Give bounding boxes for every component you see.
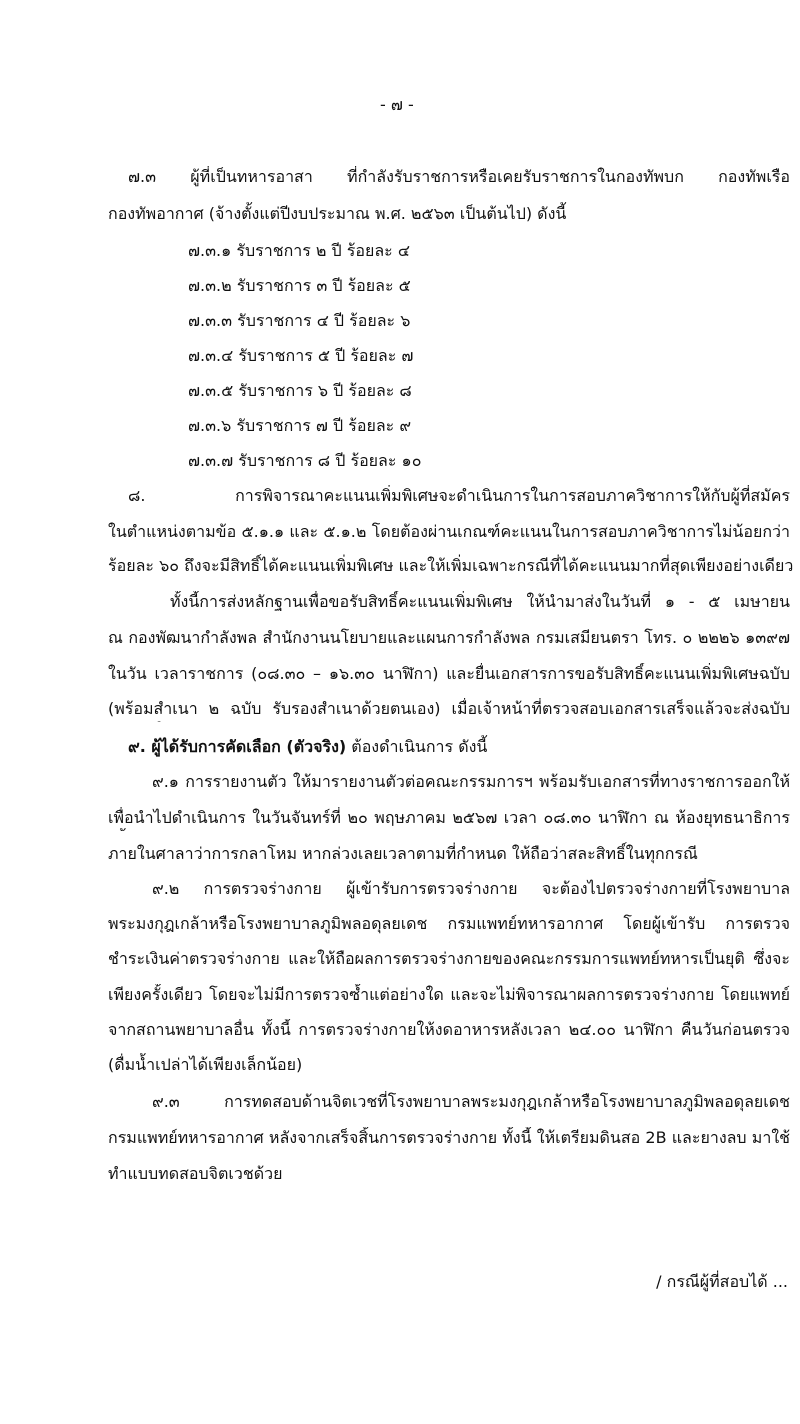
section-8-line: ร้อยละ ๖๐ ถึงจะมีสิทธิ์ได้คะแนนเพิ่มพิเศษ และให้เพิ่มเฉพาะกรณีที่ได้คะแนนมากที่สุดเพียงอย่างเดียว bbox=[108, 556, 794, 575]
section-9-2-line: พระมงกุฎเกล้าหรือโรงพยาบาลภูมิพลอดุลยเดช กรมแพทย์ทหารอากาศ โดยผู้เข้ารับ การตรวจ bbox=[108, 914, 790, 933]
page-number: - ๗ - bbox=[380, 95, 414, 114]
section-9-3-line: ๙.๓ การทดสอบด้านจิตเวชที่โรงพยาบาลพระมงกุฎเกล้าหรือโรงพยาบาลภูมิพลอดุลยเดช bbox=[152, 1092, 790, 1111]
section-9-heading-rest: ต้องดำเนินการ ดังนี้ bbox=[346, 737, 488, 756]
section-9-1-line: ๙.๑ การรายงานตัว ให้มารายงานตัวต่อคณะกรรมการฯ พร้อมรับเอกสารที่ทางราชการออกให้ bbox=[152, 772, 790, 791]
section-8-line: ๘. การพิจารณาคะแนนเพิ่มพิเศษจะดำเนินการในการสอบภาควิชาการให้กับผู้ที่สมัคร bbox=[128, 486, 790, 505]
section-9-2-line: (ดื่มน้ำเปล่าได้เพียงเล็กน้อย) bbox=[108, 1055, 303, 1074]
section-9-3-line: กรมแพทย์ทหารอากาศ หลังจากเสร็จสิ้นการตรวจร่างกาย ทั้งนี้ ให้เตรียมดินสอ 2B และยางลบ มาใช้ bbox=[108, 1128, 790, 1147]
section-7-3-line: ๗.๓ ผู้ที่เป็นทหารอาสา ที่กำลังรับราชการหรือเคยรับราชการในกองทัพบก กองทัพเรือ bbox=[128, 167, 790, 186]
section-9-1-line: เพื่อนำไปดำเนินการ ในวันจันทร์ที่ ๒๐ พฤษภาคม ๒๕๖๗ เวลา ๐๘.๓๐ นาฬิกา ณ ห้องยุทธนาธิการ bbox=[108, 808, 790, 827]
list-item: ๗.๓.๗ รับราชการ ๘ ปี ร้อยละ ๑๐ bbox=[188, 451, 422, 470]
list-item: ๗.๓.๓ รับราชการ ๔ ปี ร้อยละ ๖ bbox=[188, 311, 411, 330]
footer-continuation: / กรณีผู้ที่สอบได้ ... bbox=[656, 1272, 788, 1291]
section-8-note-line: ในวัน เวลาราชการ (๐๘.๓๐ – ๑๖.๓๐ นาฬิกา) และยื่นเอกสารการขอรับสิทธิ์คะแนนเพิ่มพิเศษฉบับ bbox=[108, 664, 790, 683]
section-9-3-line: ทำแบบทดสอบจิตเวชด้วย bbox=[108, 1164, 283, 1183]
section-9-heading-bold: ๙. ผู้ได้รับการคัดเลือก (ตัวจริง) bbox=[128, 737, 347, 756]
section-8-note-line: ณ กองพัฒนากำลังพล สำนักงานนโยบายและแผนการกำลังพล กรมเสมียนตรา โทร. ๐ ๒๒๒๖ ๑๓๙๗ bbox=[108, 628, 790, 647]
section-9-2-line: เพียงครั้งเดียว โดยจะไม่มีการตรวจซ้ำแต่อย่างใด และจะไม่พิจารณาผลการตรวจร่างกาย โดยแพทย์ bbox=[108, 985, 790, 1004]
section-9-1-line: ภายในศาลาว่าการกลาโหม หากล่วงเลยเวลาตามที่กำหนด ให้ถือว่าสละสิทธิ์ในทุกกรณี bbox=[108, 844, 698, 863]
section-9-heading bbox=[128, 736, 487, 758]
section-9-2-line: ๙.๒ การตรวจร่างกาย ผู้เข้ารับการตรวจร่างกาย จะต้องไปตรวจร่างกายที่โรงพยาบาล bbox=[152, 879, 790, 898]
section-8-note-line: ทั้งนี้การส่งหลักฐานเพื่อขอรับสิทธิ์คะแนนเพิ่มพิเศษ ให้นำมาส่งในวันที่ ๑ - ๕ เมษายน bbox=[170, 592, 790, 611]
list-item: ๗.๓.๑ รับราชการ ๒ ปี ร้อยละ ๔ bbox=[188, 241, 410, 260]
section-9-2-line: จากสถานพยาบาลอื่น ทั้งนี้ การตรวจร่างกายให้งดอาหารหลังเวลา ๒๔.๐๐ นาฬิกา คืนวันก่อนตรวจ bbox=[108, 1020, 790, 1039]
section-7-3-line: กองทัพอากาศ (จ้างตั้งแต่ปีงบประมาณ พ.ศ. ๒๕๖๓ เป็นต้นไป) ดังนี้ bbox=[108, 204, 567, 223]
section-8-note-line: (พร้อมสำเนา ๒ ฉบับ รับรองสำเนาด้วยตนเอง) เมื่อเจ้าหน้าที่ตรวจสอบเอกสารเสร็จแล้วจะส่งฉบับ bbox=[108, 699, 790, 718]
list-item: ๗.๓.๕ รับราชการ ๖ ปี ร้อยละ ๘ bbox=[188, 381, 412, 400]
list-item: ๗.๓.๖ รับราชการ ๗ ปี ร้อยละ ๙ bbox=[188, 416, 412, 435]
section-9-2-line: ชำระเงินค่าตรวจร่างกาย และให้ถือผลการตรวจร่างกายของคณะกรรมการแพทย์ทหารเป็นยุติ ซึ่งจะ bbox=[108, 949, 790, 968]
list-item: ๗.๓.๔ รับราชการ ๕ ปี ร้อยละ ๗ bbox=[188, 346, 414, 365]
section-8-line: ในตำแหน่งตามข้อ ๕.๑.๑ และ ๕.๑.๒ โดยต้องผ่านเกณฑ์คะแนนในการสอบภาควิชาการไม่น้อยกว่า bbox=[108, 522, 790, 541]
list-item: ๗.๓.๒ รับราชการ ๓ ปี ร้อยละ ๕ bbox=[188, 276, 411, 295]
